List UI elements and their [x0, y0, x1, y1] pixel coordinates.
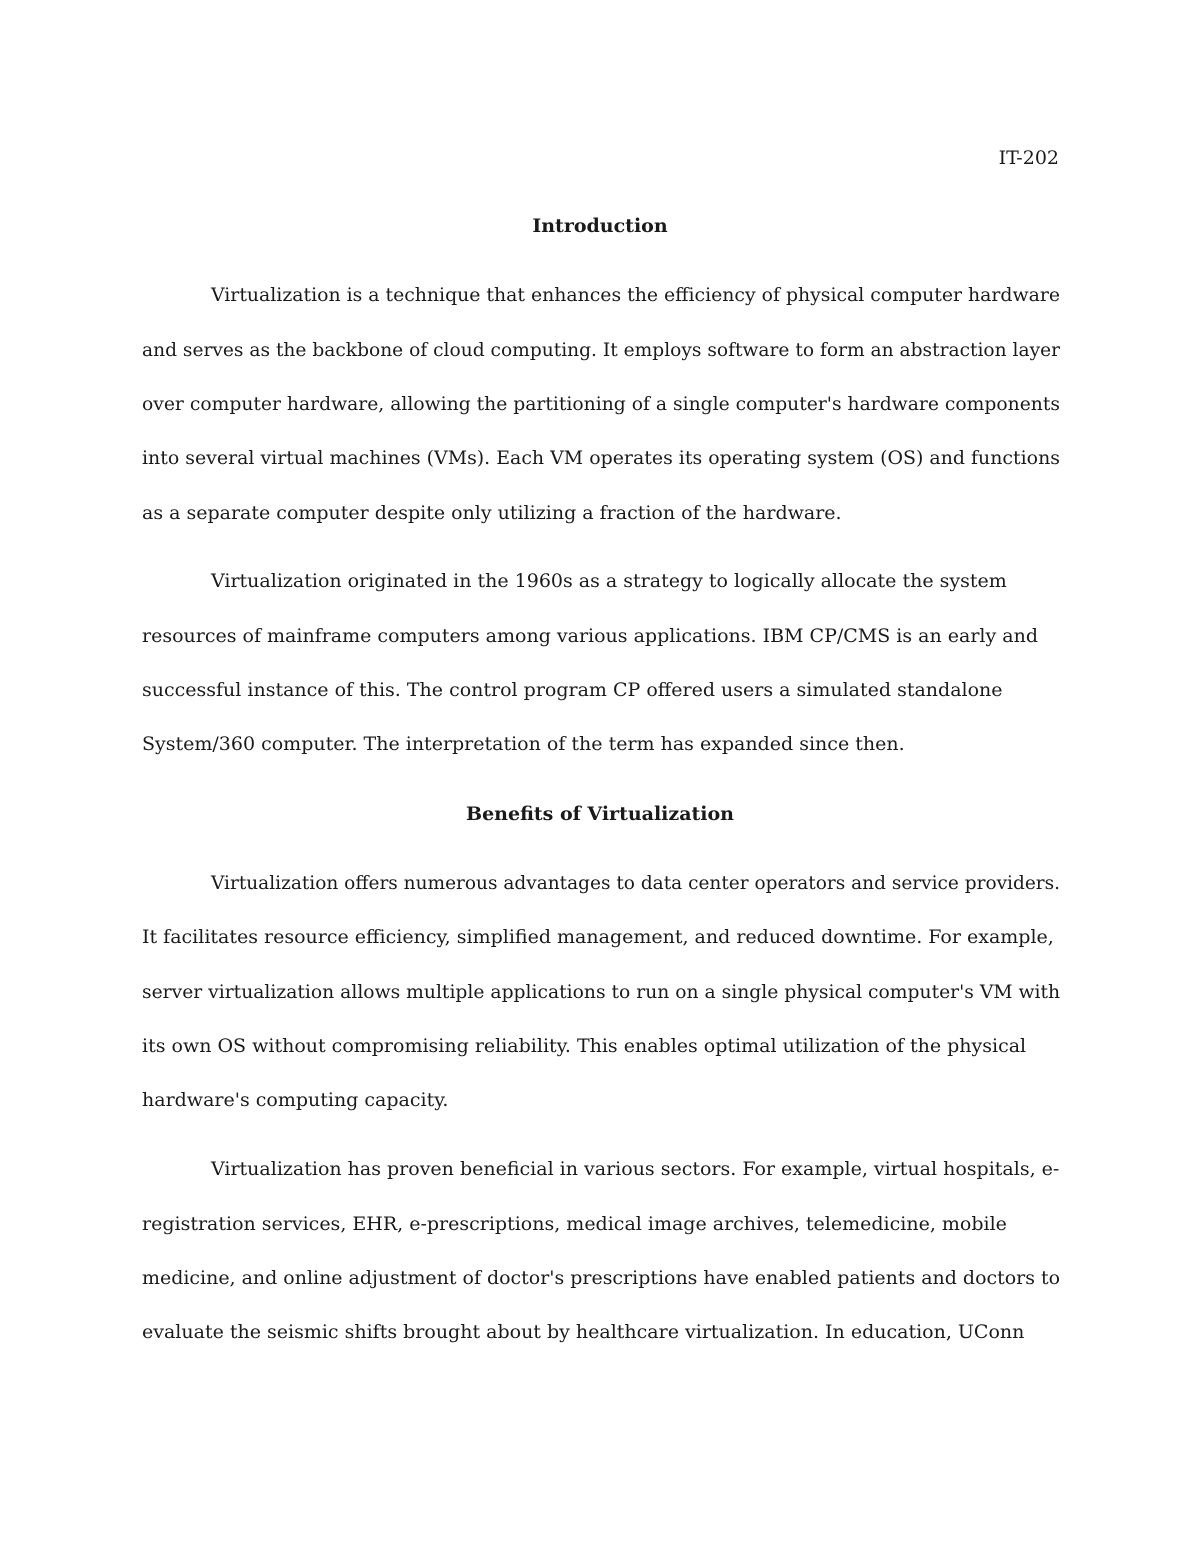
text-line: as a separate computer despite only utilizing a fraction of the hardware. — [142, 502, 842, 524]
text-line: its own OS without compromising reliability. This enables optimal utilization of the physical — [142, 1035, 1027, 1057]
text-line: into several virtual machines (VMs). Each VM operates its operating system (OS) and functions — [142, 447, 1060, 469]
text-line: server virtualization allows multiple applications to run on a single physical computer's VM with — [142, 981, 1061, 1003]
text-line: Virtualization originated in the 1960s as a strategy to logically allocate the system — [211, 570, 1007, 592]
text-line: Virtualization is a technique that enhances the efficiency of physical computer hardware — [211, 284, 1061, 306]
text-line: Virtualization has proven beneficial in various sectors. For example, virtual hospitals, e- — [211, 1158, 1060, 1180]
running-head: IT-202 — [998, 147, 1059, 169]
text-line: over computer hardware, allowing the partitioning of a single computer's hardware components — [142, 393, 1060, 415]
text-line: hardware's computing capacity. — [142, 1089, 449, 1111]
text-line: and serves as the backbone of cloud computing. It employs software to form an abstraction layer — [142, 339, 1061, 361]
text-line: It facilitates resource efficiency, simplified management, and reduced downtime. For example, — [142, 926, 1054, 948]
text-line: medicine, and online adjustment of doctor's prescriptions have enabled patients and doctors to — [142, 1267, 1061, 1289]
text-line: System/360 computer. The interpretation of the term has expanded since then. — [142, 733, 905, 755]
text-line: Virtualization offers numerous advantages to data center operators and service providers. — [211, 872, 1061, 894]
text-line: resources of mainframe computers among various applications. IBM CP/CMS is an early and — [142, 625, 1039, 647]
text-line: evaluate the seismic shifts brought about by healthcare virtualization. In education, UConn — [142, 1321, 1025, 1343]
text-line: registration services, EHR, e-prescriptions, medical image archives, telemedicine, mobile — [142, 1213, 1007, 1235]
section-heading-benefits: Benefits of Virtualization — [466, 803, 734, 825]
section-heading-introduction: Introduction — [532, 215, 668, 237]
text-line: successful instance of this. The control program CP offered users a simulated standalone — [142, 679, 1003, 701]
